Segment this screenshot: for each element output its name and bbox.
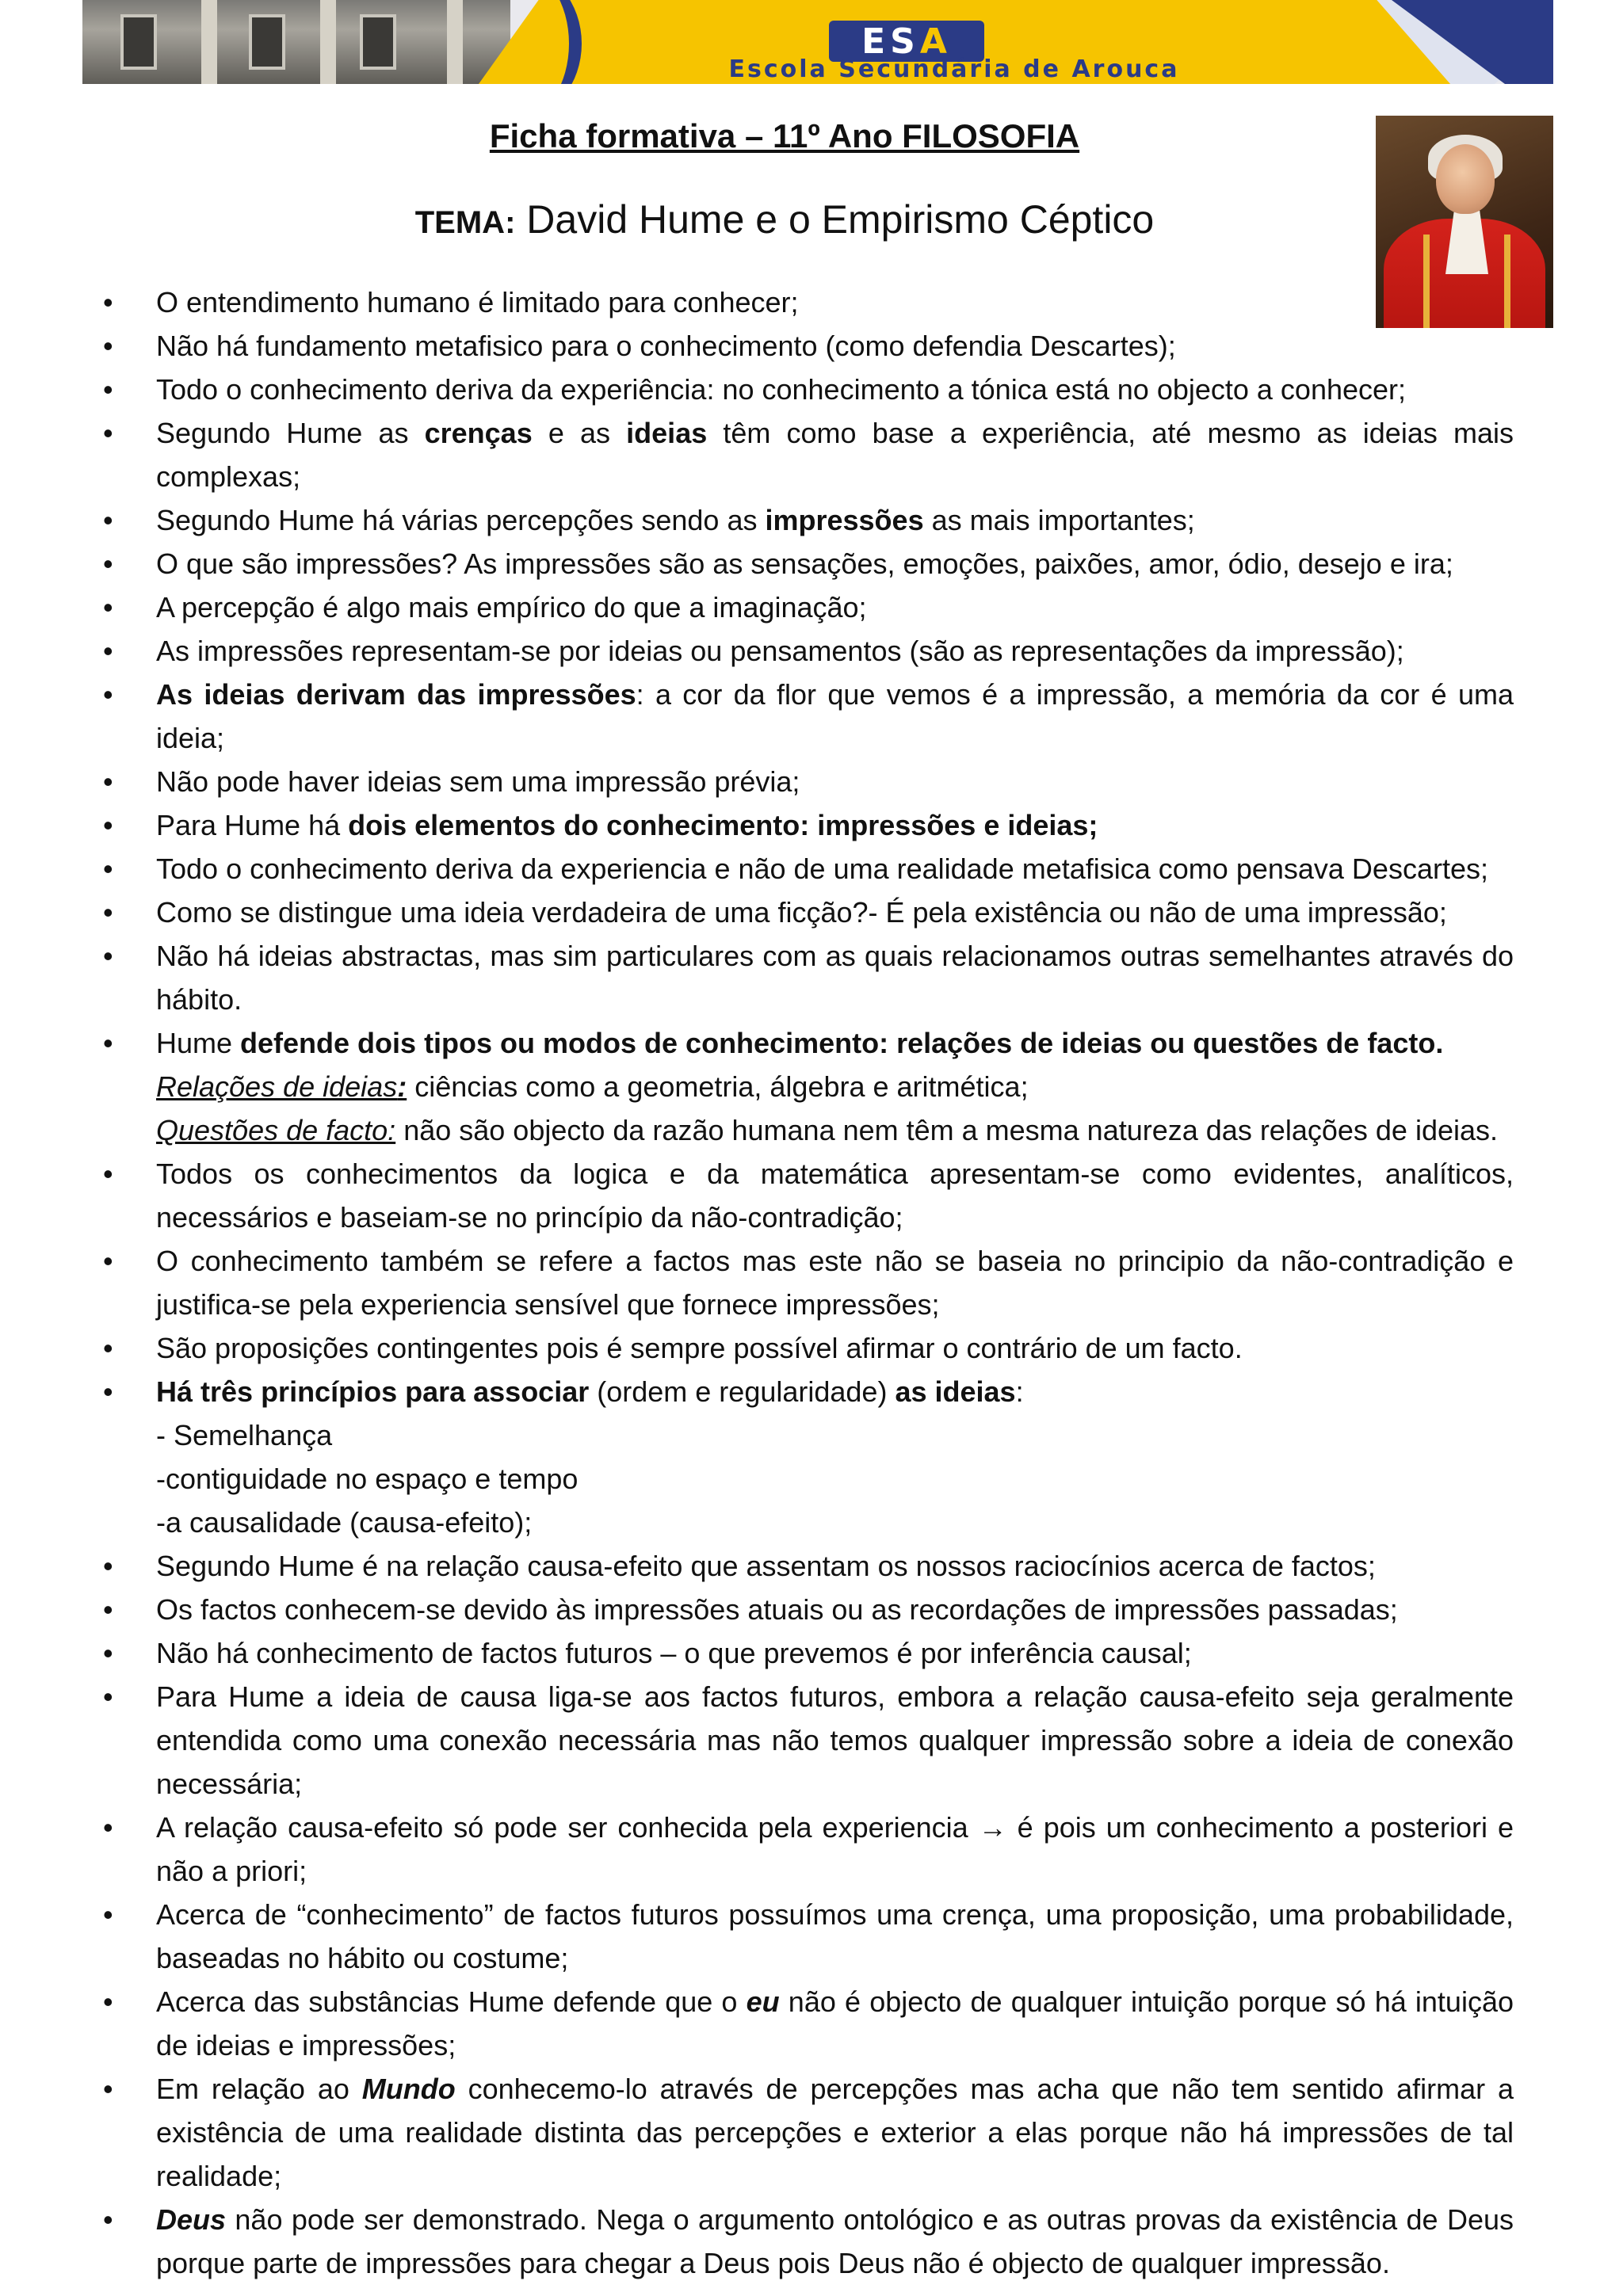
list-item bbox=[103, 673, 1514, 760]
item-bold-italic: eu bbox=[746, 1985, 780, 2018]
item-text: O que são impressões? As impressões são as sensações, emoções, paixões, amor, ódio, desejo e ira; bbox=[156, 547, 1453, 580]
window-shape bbox=[360, 14, 396, 70]
list-item bbox=[103, 891, 1514, 934]
item-bold: dois elementos do conhecimento: impressões e ideias; bbox=[348, 809, 1098, 841]
item-text: não é objecto de qualquer intuição porque só há intuição de ideias e impressões; bbox=[156, 1985, 1514, 2061]
item-text: Não há conhecimento de factos futuros – o que prevemos é por inferência causal; bbox=[156, 1637, 1192, 1669]
list-item bbox=[103, 1588, 1514, 1631]
bullet-icon: • bbox=[103, 1332, 113, 1364]
item-text: Para Hume há bbox=[156, 809, 349, 841]
item-bold-italic: Mundo bbox=[361, 2073, 456, 2105]
list-item bbox=[103, 1152, 1514, 1239]
bullet-icon: • bbox=[103, 417, 113, 449]
list-item bbox=[103, 1544, 1514, 1588]
bullet-icon: • bbox=[103, 2073, 113, 2105]
sub-item: -a causalidade (causa-efeito); bbox=[156, 1506, 533, 1539]
bullet-icon: • bbox=[103, 373, 113, 406]
bullet-icon: • bbox=[103, 635, 113, 667]
sub-item bbox=[103, 1108, 1514, 1152]
bullet-icon: • bbox=[103, 2203, 113, 2236]
bullet-icon: • bbox=[103, 765, 113, 798]
bullet-icon: • bbox=[103, 852, 113, 885]
item-text: Acerca das substâncias Hume defende que o bbox=[156, 1985, 747, 2018]
bullet-icon: • bbox=[103, 547, 113, 580]
bullet-icon: • bbox=[103, 1245, 113, 1277]
list-item bbox=[103, 1021, 1514, 1065]
bullet-icon: • bbox=[103, 1593, 113, 1626]
list-item bbox=[103, 629, 1514, 673]
bullet-icon: • bbox=[103, 1680, 113, 1713]
item-text: Segundo Hume as bbox=[156, 417, 425, 449]
bullet-icon: • bbox=[103, 809, 113, 841]
item-text: Hume bbox=[156, 1027, 241, 1059]
bullet-icon: • bbox=[103, 1637, 113, 1669]
logo-es: ES bbox=[861, 21, 920, 62]
item-text: : bbox=[1015, 1375, 1024, 1408]
bullet-icon: • bbox=[103, 940, 113, 972]
item-text: Todo o conhecimento deriva da experiencia e não de uma realidade metafisica como pensava Descartes; bbox=[156, 852, 1488, 885]
bullet-icon: • bbox=[103, 330, 113, 362]
bullet-icon: • bbox=[103, 896, 113, 929]
sub-item: -contiguidade no espaço e tempo bbox=[156, 1463, 579, 1495]
bullet-icon: • bbox=[103, 1898, 113, 1931]
item-text: as mais importantes; bbox=[923, 504, 1195, 536]
bullet-icon: • bbox=[103, 1811, 113, 1844]
sub-item-text: não são objecto da razão humana nem têm a mesma natureza das relações de ideias. bbox=[395, 1114, 1499, 1146]
pillar-shape bbox=[320, 0, 336, 84]
item-text: conhecemo-lo através de percepções mas acha que não tem sentido afirmar a existência de uma realidade distinta das percepções e exterior a elas porque não há impressões de tal realidade; bbox=[156, 2073, 1514, 2192]
bullet-icon: • bbox=[103, 1375, 113, 1408]
list-item bbox=[103, 542, 1514, 585]
window-shape bbox=[120, 14, 157, 70]
sub-item-colon: : bbox=[397, 1070, 407, 1103]
item-text: (ordem e regularidade) bbox=[589, 1375, 896, 1408]
list-item bbox=[103, 1675, 1514, 1806]
logo-a: A bbox=[919, 21, 952, 62]
list-item bbox=[103, 1806, 1514, 1893]
bullet-icon: • bbox=[103, 1027, 113, 1059]
sub-item: - Semelhança bbox=[156, 1419, 333, 1451]
list-item bbox=[103, 1980, 1514, 2067]
bullet-icon: • bbox=[103, 1550, 113, 1582]
list-item bbox=[103, 2067, 1514, 2198]
item-text: Segundo Hume há várias percepções sendo as bbox=[156, 504, 766, 536]
item-bold: impressões bbox=[765, 504, 924, 536]
page-title: Ficha formativa – 11º Ano FILOSOFIA bbox=[489, 117, 1080, 154]
item-text: não pode ser demonstrado. Nega o argumento ontológico e as outras provas da existência de Deus porque parte de impressões para chegar a Deus pois Deus não é objecto de qualquer impressão. bbox=[156, 2203, 1514, 2279]
item-text: A percepção é algo mais empírico do que a imaginação; bbox=[156, 591, 867, 624]
list-item bbox=[103, 585, 1514, 629]
item-text: Todo o conhecimento deriva da experiência: no conhecimento a tónica está no objecto a conhecer; bbox=[156, 373, 1407, 406]
list-item bbox=[103, 280, 1514, 324]
list-item bbox=[103, 847, 1514, 891]
pillar-shape bbox=[201, 0, 217, 84]
sub-item bbox=[103, 1065, 1514, 1108]
sub-item-label: Relações de ideias bbox=[156, 1070, 398, 1103]
tema-text: David Hume e o Empirismo Céptico bbox=[526, 197, 1155, 242]
item-bold: defende dois tipos ou modos de conhecimento: relações de ideias ou questões de facto. bbox=[240, 1027, 1444, 1059]
list-item bbox=[103, 2198, 1514, 2285]
list-item bbox=[103, 1893, 1514, 1980]
list-item bbox=[103, 368, 1514, 411]
item-text: São proposições contingentes pois é sempre possível afirmar o contrário de um facto. bbox=[156, 1332, 1243, 1364]
list-item bbox=[103, 1631, 1514, 1675]
bullet-icon: • bbox=[103, 504, 113, 536]
list-item bbox=[103, 803, 1514, 847]
item-text: : a cor da flor que vemos é a impressão, a memória da cor é uma ideia; bbox=[156, 678, 1514, 754]
item-text: Para Hume a ideia de causa liga-se aos factos futuros, embora a relação causa-efeito seja geralmente entendida como uma conexão necessária mas não temos qualquer impressão sobre a ideia de conexão necessária; bbox=[156, 1680, 1514, 1800]
item-text: As impressões representam-se por ideias ou pensamentos (são as representações da impressão); bbox=[156, 635, 1404, 667]
item-text: Não pode haver ideias sem uma impressão prévia; bbox=[156, 765, 800, 798]
item-bold-italic: Deus bbox=[156, 2203, 227, 2236]
bullet-list bbox=[103, 280, 1514, 2285]
bullet-icon: • bbox=[103, 678, 113, 711]
bullet-icon: • bbox=[103, 591, 113, 624]
item-bold: Há três princípios para associar bbox=[156, 1375, 590, 1408]
item-text: O conhecimento também se refere a factos mas este não se baseia no principio da não-contradição e justifica-se pela experiencia sensível que fornece impressões; bbox=[156, 1245, 1514, 1321]
item-bold: ideias bbox=[626, 417, 708, 449]
item-bold: as ideias bbox=[895, 1375, 1016, 1408]
item-text: Os factos conhecem-se devido às impressões atuais ou as recordações de impressões passadas; bbox=[156, 1593, 1398, 1626]
list-item bbox=[103, 934, 1514, 1021]
item-text: e as bbox=[532, 417, 627, 449]
item-text: A relação causa-efeito só pode ser conhecida pela experiencia → é pois um conhecimento a posteriori e não a priori; bbox=[156, 1811, 1514, 1887]
sub-item-text: ciências como a geometria, álgebra e aritmética; bbox=[407, 1070, 1029, 1103]
school-building-photo bbox=[82, 0, 510, 84]
list-item bbox=[103, 498, 1514, 542]
tema-heading bbox=[317, 196, 1252, 242]
item-bold: crenças bbox=[424, 417, 533, 449]
item-text: Todos os conhecimentos da logica e da matemática apresentam-se como evidentes, analíticos, necessários e baseiam-se no princípio da não-contradição; bbox=[156, 1158, 1514, 1234]
list-item bbox=[103, 1239, 1514, 1326]
item-text: O entendimento humano é limitado para conhecer; bbox=[156, 286, 799, 318]
header-banner bbox=[82, 0, 1553, 84]
bullet-icon: • bbox=[103, 1985, 113, 2018]
item-text: têm como base a experiência, até mesmo as ideias mais complexas; bbox=[156, 417, 1514, 493]
list-item bbox=[103, 411, 1514, 498]
item-text: Não há ideias abstractas, mas sim particulares com as quais relacionamos outras semelhantes através do hábito. bbox=[156, 940, 1514, 1016]
sub-item-label: Questões de facto: bbox=[156, 1114, 396, 1146]
school-name: Escola Secundária de Arouca bbox=[728, 55, 1180, 83]
list-item bbox=[103, 324, 1514, 368]
list-item bbox=[103, 760, 1514, 803]
tema-label: TEMA: bbox=[414, 205, 516, 240]
item-text: Não há fundamento metafisico para o conhecimento (como defendia Descartes); bbox=[156, 330, 1176, 362]
list-item bbox=[103, 1370, 1514, 1413]
list-item bbox=[103, 1326, 1514, 1370]
portrait-face bbox=[1436, 144, 1495, 214]
item-text: Segundo Hume é na relação causa-efeito que assentam os nossos raciocínios acerca de factos; bbox=[156, 1550, 1376, 1582]
bullet-icon: • bbox=[103, 286, 113, 318]
bullet-icon: • bbox=[103, 1158, 113, 1190]
item-text: Acerca de “conhecimento” de factos futuros possuímos uma crença, uma proposição, uma probabilidade, baseadas no hábito ou costume; bbox=[156, 1898, 1514, 1974]
item-text: Em relação ao bbox=[156, 2073, 362, 2105]
window-shape bbox=[249, 14, 285, 70]
item-text: Como se distingue uma ideia verdadeira de uma ficção?- É pela existência ou não de uma impressão; bbox=[156, 896, 1447, 929]
item-bold: As ideias derivam das impressões bbox=[156, 678, 636, 711]
